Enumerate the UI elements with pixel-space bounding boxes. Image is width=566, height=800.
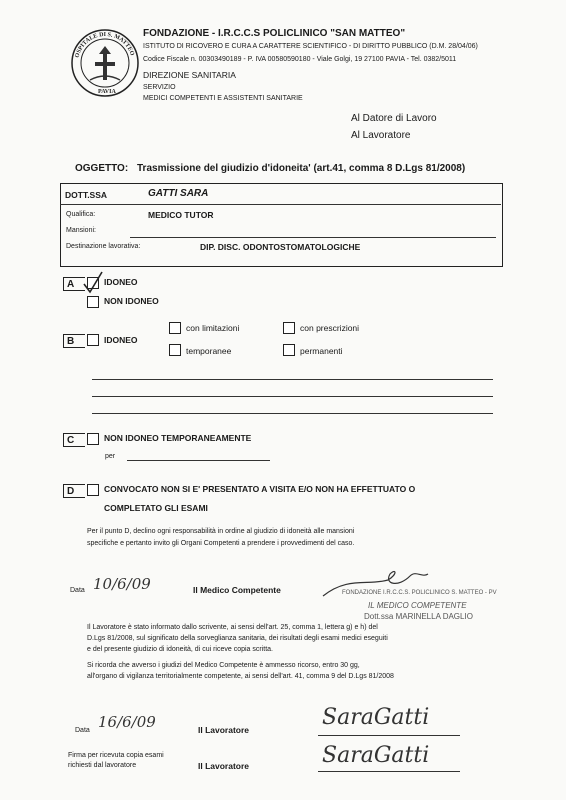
per-label: per xyxy=(105,453,116,460)
prescrizioni-label: con prescrizioni xyxy=(300,323,360,333)
doctor-stamp-line-1: FONDAZIONE I.R.C.C.S. POLICLINICO S. MATTEO - PV xyxy=(342,590,497,596)
notes-line-2 xyxy=(92,396,493,397)
limitazioni-checkbox[interactable] xyxy=(169,322,181,334)
worker-info-box xyxy=(60,183,503,267)
qualifica-value: MEDICO TUTOR xyxy=(148,210,214,220)
doctor-stamp-line-3: Dott.ssa MARINELLA DAGLIO xyxy=(364,612,473,621)
worker-name-divider xyxy=(60,204,501,205)
worker-date-value: 16/6/09 xyxy=(98,713,156,731)
info-p1-line-1: Il Lavoratore è stato informato dallo scrivente, ai sensi dell'art. 25, comma 1, lettera g) e h) del xyxy=(87,624,378,631)
temporanee-checkbox[interactable] xyxy=(169,344,181,356)
mansioni-line xyxy=(130,237,496,238)
doctor-role: Il Medico Competente xyxy=(193,585,281,595)
seal-text-bottom: PAVIA xyxy=(98,89,116,95)
info-p2-line-1: Si ricorda che avverso i giudizi del Medico Competente è ammesso ricorso, entro 30 gg, xyxy=(87,662,360,669)
recipient-employer: Al Datore di Lavoro xyxy=(351,113,437,124)
convocato-line-2: COMPLETATO GLI ESAMI xyxy=(104,503,208,513)
section-b-letter: B xyxy=(63,334,85,348)
service-name: MEDICI COMPETENTI E ASSISTENTI SANITARIE xyxy=(143,95,303,102)
subject-label: OGGETTO: xyxy=(75,163,129,174)
info-p1-line-2: D.Lgs 81/2008, sul significato della sorveglianza sanitaria, dei risultati degli esami medici eseguiti xyxy=(87,635,388,642)
worker-sign-line-2 xyxy=(318,771,460,772)
disclaimer-line-1: Per il punto D, declino ogni responsabilità in ordine al giudizio di idoneità alle mansioni xyxy=(87,528,355,535)
permanenti-label: permanenti xyxy=(300,346,343,356)
org-name: FONDAZIONE - I.R.C.C.S POLICLINICO "SAN MATTEO" xyxy=(143,28,406,39)
idoneo-b-checkbox[interactable] xyxy=(87,334,99,346)
mansioni-label: Mansioni: xyxy=(66,227,96,234)
recipient-worker: Al Lavoratore xyxy=(351,130,411,141)
doctor-date-label: Data xyxy=(70,587,85,594)
doctor-signature xyxy=(318,566,508,606)
non-idoneo-checkbox[interactable] xyxy=(87,296,99,308)
worker-role-2: Il Lavoratore xyxy=(198,761,250,771)
permanenti-checkbox[interactable] xyxy=(283,344,295,356)
notes-line-1 xyxy=(92,379,493,380)
receipt-line-2: richiesti dal lavoratore xyxy=(68,762,137,769)
prescrizioni-checkbox[interactable] xyxy=(283,322,295,334)
worker-role-1: Il Lavoratore xyxy=(198,725,250,735)
fiscal-line: Codice Fiscale n. 00303490189 - P. IVA 00580590180 - Viale Golgi, 19 27100 PAVIA - Tel. 0382/5011 xyxy=(143,56,457,63)
idoneo-b-label: IDONEO xyxy=(104,335,138,345)
doctor-date-value: 10/6/09 xyxy=(93,575,151,593)
non-idoneo-label: NON IDONEO xyxy=(104,296,159,306)
service-label: SERVIZIO xyxy=(143,84,176,91)
destinazione-value: DIP. DISC. ODONTOSTOMATOLOGICHE xyxy=(200,242,361,252)
institute-line: ISTITUTO DI RICOVERO E CURA A CARATTERE SCIENTIFICO - DI DIRITTO PUBBLICO (D.M. 28/04/06) xyxy=(143,43,478,50)
info-p1-line-3: e del presente giudizio di idoneità, di cui riceve copia scritta. xyxy=(87,646,273,653)
doctor-stamp-line-2: IL MEDICO COMPETENTE xyxy=(368,601,467,610)
worker-title: DOTT.SSA xyxy=(65,190,108,200)
non-idoneo-temp-label: NON IDONEO TEMPORANEAMENTE xyxy=(104,433,252,443)
disclaimer-line-2: specifiche e pertanto invito gli Organi Competenti a prendere i provvedimenti del caso. xyxy=(87,540,355,547)
destinazione-label: Destinazione lavorativa: xyxy=(66,243,141,250)
idoneo-a-label: IDONEO xyxy=(104,277,138,287)
receipt-line-1: Firma per ricevuta copia esami xyxy=(68,752,164,759)
convocato-line-1: CONVOCATO NON SI E' PRESENTATO A VISITA E/O NON HA EFFETTUATO O xyxy=(104,484,416,494)
subject-text: Trasmissione del giudizio d'idoneita' (art.41, comma 8 D.Lgs 81/2008) xyxy=(137,163,466,174)
section-d-letter: D xyxy=(63,484,85,498)
worker-date-label: Data xyxy=(75,727,90,734)
worker-name: GATTI SARA xyxy=(148,188,209,199)
check-mark-icon xyxy=(82,270,104,294)
worker-signature-2: SaraGatti xyxy=(322,743,430,768)
notes-line-3 xyxy=(92,413,493,414)
temporanee-label: temporanee xyxy=(186,346,232,356)
per-line xyxy=(127,460,270,461)
non-idoneo-temp-checkbox[interactable] xyxy=(87,433,99,445)
section-c-letter: C xyxy=(63,433,85,447)
info-p2-line-2: all'organo di vigilanza territorialmente competente, ai sensi dell'art. 41, comma 9 del D.Lgs 81/2008 xyxy=(87,673,394,680)
qualifica-label: Qualifica: xyxy=(66,211,96,218)
convocato-checkbox[interactable] xyxy=(87,484,99,496)
seal-text-top: OSPITALE DI S. MATTEO xyxy=(74,31,135,59)
section-a-letter: A xyxy=(63,277,85,291)
worker-signature-1: SaraGatti xyxy=(322,705,430,730)
hospital-seal-logo xyxy=(70,28,140,98)
limitazioni-label: con limitazioni xyxy=(186,323,240,333)
worker-sign-line-1 xyxy=(318,735,460,736)
direction-label: DIREZIONE SANITARIA xyxy=(143,70,236,80)
